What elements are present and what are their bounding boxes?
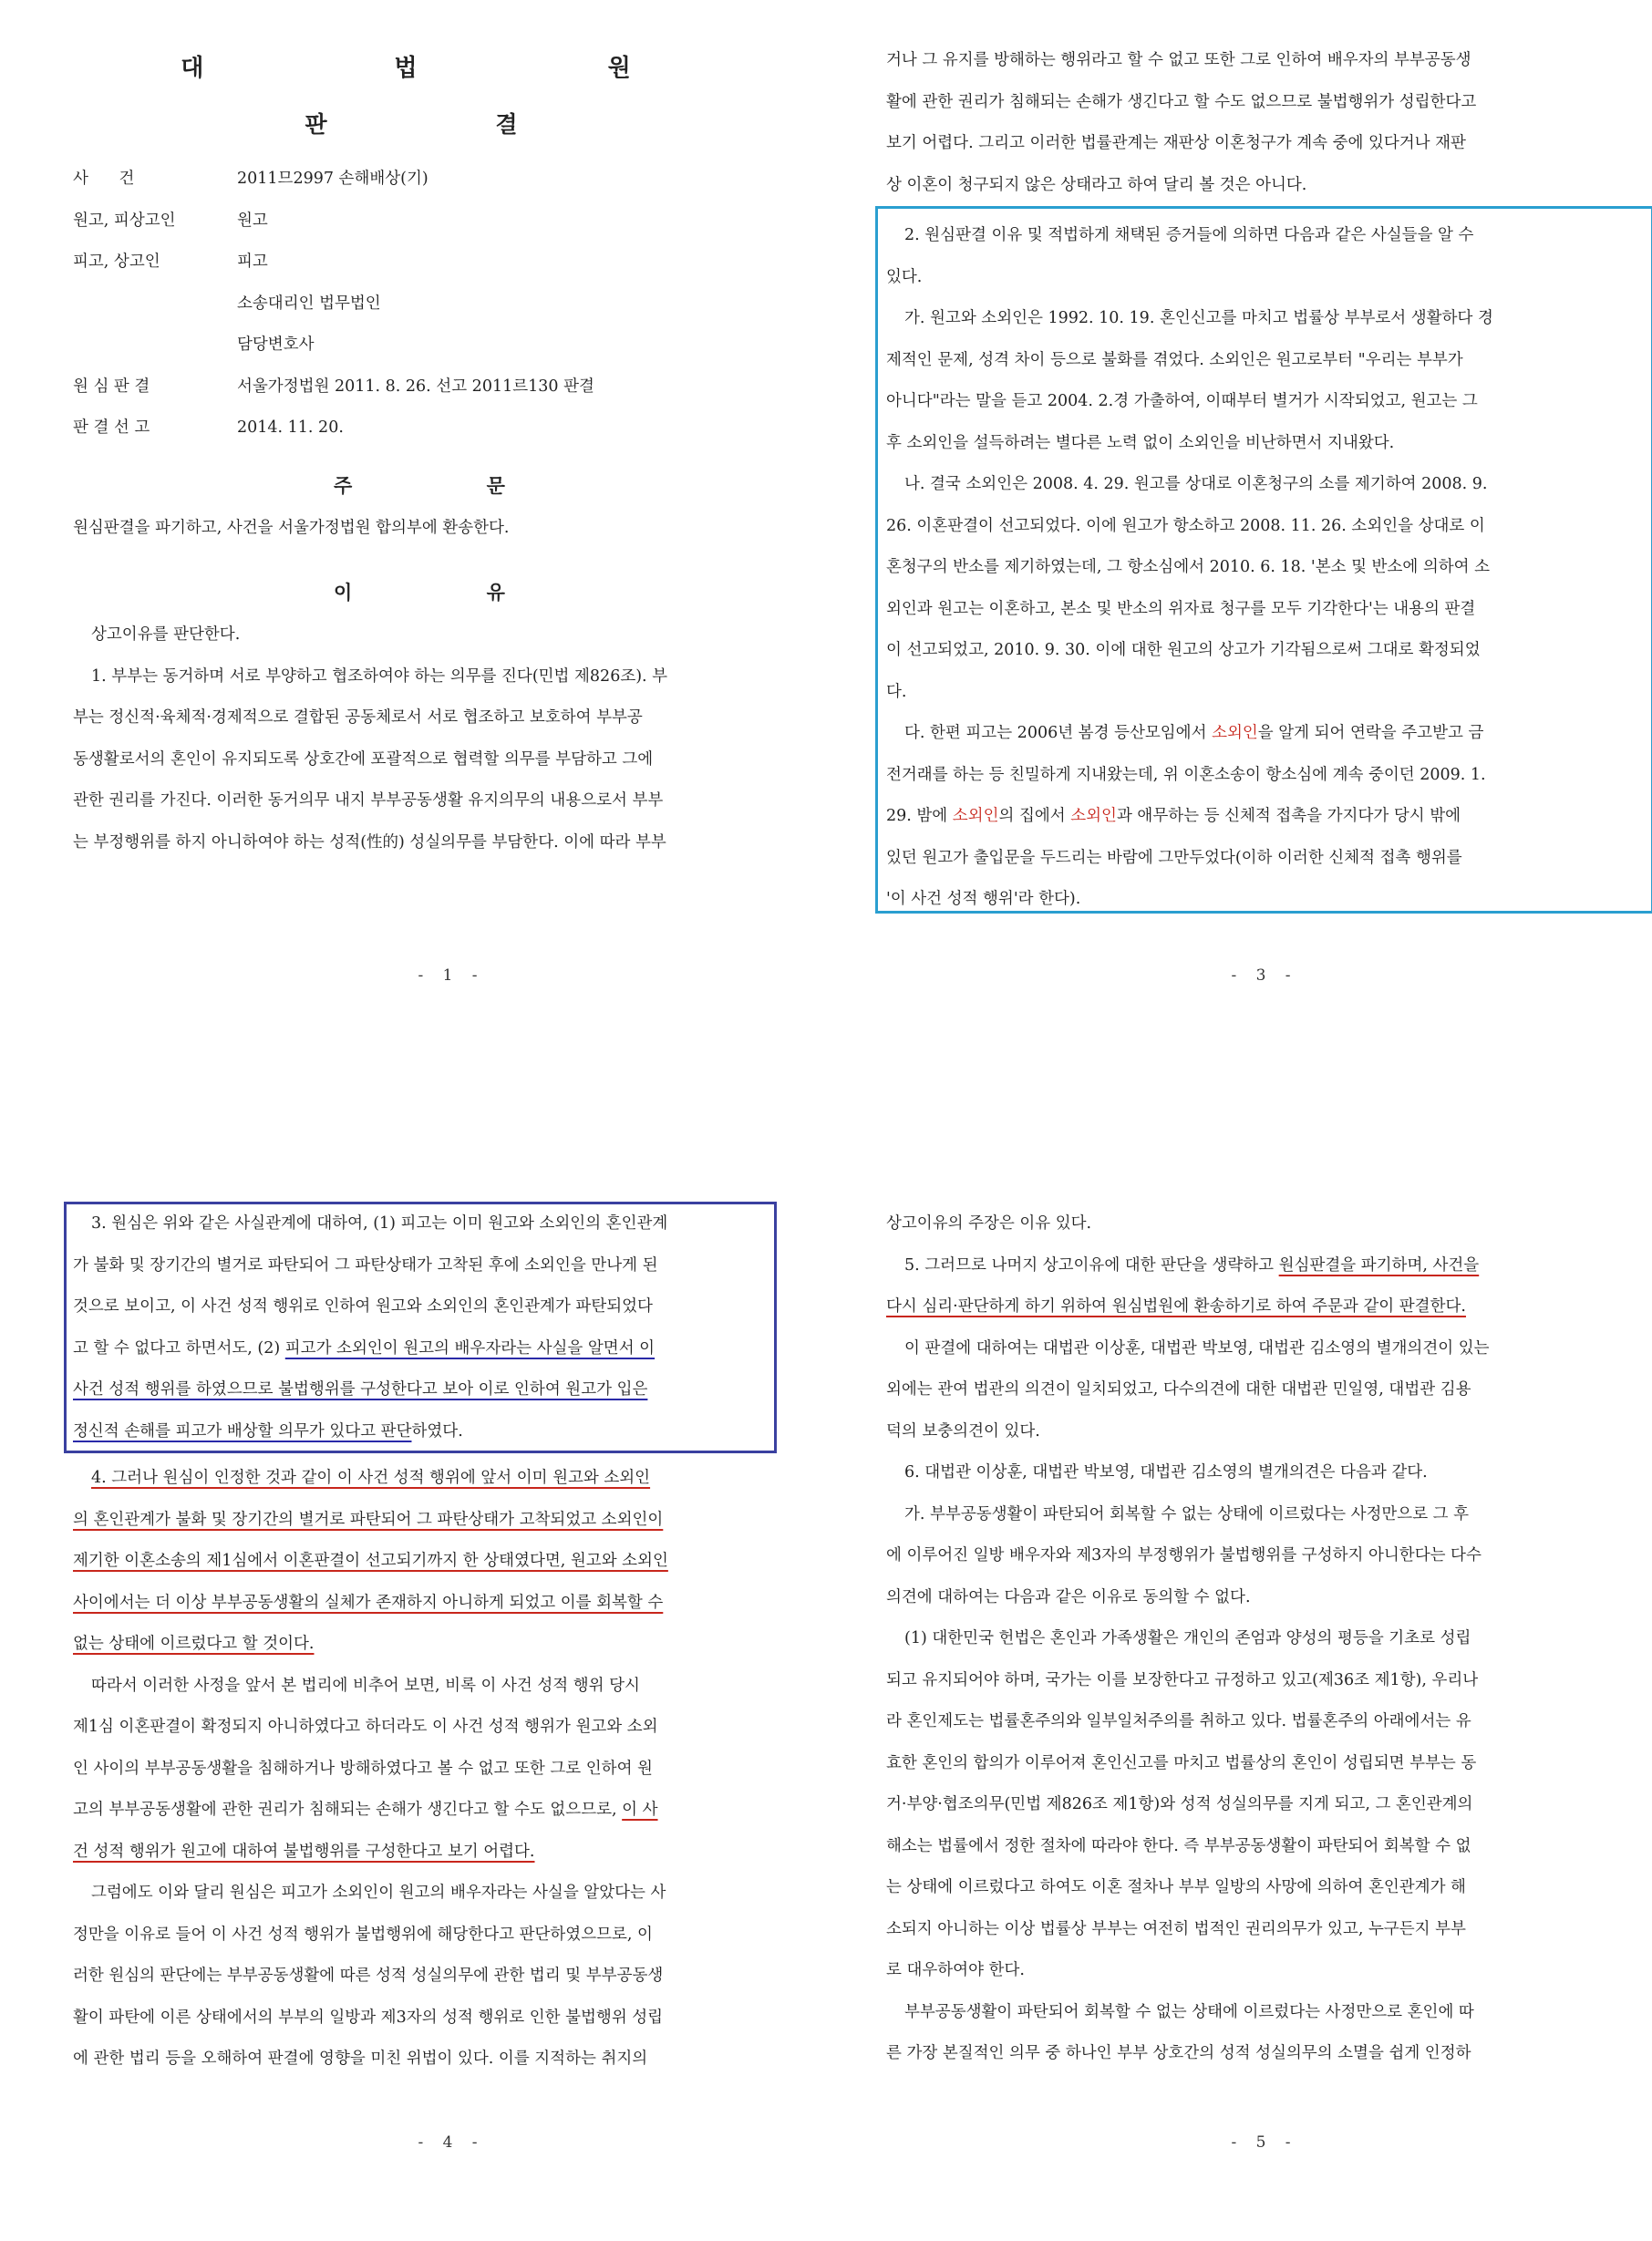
body-line: 소되지 아니하는 이상 법률상 부부는 여전히 법적인 권리의무가 있고, 누구든지 부부: [886, 1919, 1466, 1938]
body-line: 는 상태에 이르렀다고 하여도 이혼 절차나 부부 일방의 사망에 의하여 혼인관계가 해: [886, 1878, 1466, 1896]
meta-row: 피고, 상고인 피고: [73, 253, 268, 271]
underlined-text: 건 성적 행위가 원고에 대하여 불법행위를 구성한다고 보기 어렵다.: [73, 1842, 535, 1861]
box-line: 2. 원심판결 이유 및 적법하게 채택된 증거들에 의하면 다음과 같은 사실들을 알 수: [904, 226, 1474, 244]
body-line: 상고이유를 판단한다.: [91, 625, 241, 644]
body-line: 정만을 이유로 들어 이 사건 성적 행위가 불법행위에 해당한다고 판단하였으므로, 이: [73, 1925, 653, 1944]
body-line: 가. 부부공동생활이 파탄되어 회복할 수 없는 상태에 이르렀다는 사정만으로 그 후: [904, 1504, 1470, 1523]
body-line: (1) 대한민국 헌법은 혼인과 가족생활은 개인의 존엄과 양성의 평등을 기초로 성립: [904, 1629, 1471, 1647]
body-line: 되고 유지되어야 하며, 국가는 이를 보장한다고 규정하고 있고(제36조 제1항), 우리나: [886, 1670, 1479, 1689]
highlight-box-lower-court: [64, 1202, 777, 1453]
body-line: 외에는 관여 법관의 의견이 일치되었고, 다수의견에 대한 대법관 민일영, 대법관 김용: [886, 1380, 1471, 1399]
body-line: 부는 정신적·육체적·경제적으로 결합된 공동체로서 서로 협조하고 보호하여 부부공: [73, 708, 643, 727]
underlined-text: 다시 심리·판단하게 하기 위하여 원심법원에 환송하기로 하여 주문과 같이 판결한다.: [886, 1297, 1466, 1316]
underlined-text: 사건 성적 행위를 하였으므로 불법행위를 구성한다고 보아 이로 인하여 원고가 입은: [73, 1380, 648, 1399]
body-line: 그럼에도 이와 달리 원심은 피고가 소외인이 원고의 배우자라는 사실을 알았다는 사: [91, 1884, 666, 1902]
body-line: [73, 1541, 830, 1583]
body-line: [73, 1583, 830, 1625]
page-number: - 5 -: [1231, 2133, 1298, 2152]
underlined-text: 의 혼인관계가 불화 및 장기간의 별거로 파탄되어 그 파탄상태가 고착되었고 소외인이: [73, 1510, 664, 1529]
underlined-text: 사이에서는 더 이상 부부공동생활의 실체가 존재하지 아니하게 되었고 이를 회복할 수: [73, 1593, 664, 1612]
box-line: 것으로 보이고, 이 사건 성적 행위로 인하여 원고와 소외인의 혼인관계가 파탄되었다: [73, 1297, 653, 1316]
meta-row: 원고, 피상고인 원고: [73, 211, 268, 230]
underlined-text: 제기한 이혼소송의 제1심에서 이혼판결이 선고되기까지 한 상태였다면, 원고와 소외인: [73, 1552, 668, 1570]
underlined-text: 이 사: [622, 1801, 658, 1819]
underlined-text: 없는 상태에 이르렀다고 할 것이다.: [73, 1635, 315, 1653]
body-line: 보기 어렵다. 그리고 이러한 법률관계는 재판상 이혼청구가 계속 중에 있다거나 재판: [886, 134, 1466, 152]
body-line: 부부공동생활이 파탄되어 회복할 수 없는 상태에 이르렀다는 사정만으로 혼인에 따: [904, 2002, 1474, 2021]
box-line: 고 할 수 없다고 하면서도, (2) 피고가 소외인이 원고의 배우자라는 사실을 알면서 이: [73, 1338, 656, 1358]
body-line: 따라서 이러한 사정을 앞서 본 법리에 비추어 보면, 비록 이 사건 성적 행위 당시: [91, 1676, 640, 1695]
box-line: 가 불화 및 장기간의 별거로 파탄되어 그 파탄상태가 고착된 후에 소외인을 만나게 된: [73, 1255, 658, 1275]
body-line: 상 이혼이 청구되지 않은 상태라고 하여 달리 볼 것은 아니다.: [886, 175, 1307, 194]
body-line: 6. 대법관 이상훈, 대법관 박보영, 대법관 김소영의 별개의견은 다음과 같다.: [904, 1463, 1428, 1482]
body-line: 라 혼인제도는 법률혼주의와 일부일처주의를 취하고 있다. 법률혼주의 아래에서는 유: [886, 1712, 1471, 1730]
body-line: 른 가장 본질적인 의무 중 하나인 부부 상호간의 성적 성실의무의 소멸을 쉽게 인정하: [886, 2044, 1471, 2062]
body-line: 에 관한 법리 등을 오해하여 판결에 영향을 미친 위법이 있다. 이를 지적하는 취지의: [73, 2050, 648, 2068]
body-line: 덕의 보충의견이 있다.: [886, 1421, 1040, 1441]
body-line: 고의 부부공동생활에 관한 권리가 침해되는 손해가 생긴다고 할 수도 없으므로, 이 사: [73, 1801, 658, 1819]
body-line: [73, 1832, 830, 1874]
box-line: 외인과 원고는 이혼하고, 본소 및 반소의 위자료 청구를 모두 기각한다'는 내용의 판결: [886, 599, 1476, 618]
underlined-text: 원심판결을 파기하며, 사건을: [1278, 1255, 1480, 1275]
body-line: 로 대우하여야 한다.: [886, 1961, 1025, 1979]
box-line: 26. 이혼판결이 선고되었다. 이에 원고가 항소하고 2008. 11. 26. 소외인을 상대로 이: [886, 516, 1485, 535]
box-line: 이 선고되었고, 2010. 9. 30. 이에 대한 원고의 상고가 기각됨으로써 그대로 확정되었: [886, 641, 1481, 659]
order-heading: 주 문: [334, 473, 569, 497]
box-line: 전거래를 하는 등 친밀하게 지내왔는데, 위 이혼소송이 항소심에 계속 중이던 2009. 1.: [886, 765, 1486, 784]
body-line: 효한 혼인의 합의가 이루어져 혼인신고를 마치고 법률상의 혼인이 성립되면 부부는 동: [886, 1753, 1477, 1772]
document-type: 판 결: [305, 111, 598, 138]
body-line: [886, 1286, 1643, 1328]
body-line: [73, 1500, 830, 1542]
body-line: 러한 원심의 판단에는 부부공동생활에 따른 성적 성실의무에 관한 법리 및 부부공동생: [73, 1967, 664, 1985]
meta-row: 원 심 판 결 서울가정법원 2011. 8. 26. 선고 2011르130 판결: [73, 377, 594, 396]
page-5: [886, 1203, 1643, 2075]
box-line: 3. 원심은 위와 같은 사실관계에 대하여, (1) 피고는 이미 원고와 소외인의 혼인관계: [91, 1214, 668, 1233]
body-line: 거나 그 유지를 방해하는 행위라고 할 수 없고 또한 그로 인하여 배우자의 부부공동생: [886, 51, 1471, 69]
body-line: 상고이유의 주장은 이유 있다.: [886, 1214, 1092, 1233]
body-line: 의견에 대하여는 다음과 같은 이유로 동의할 수 없다.: [886, 1587, 1251, 1606]
box-line: 있다.: [886, 267, 923, 286]
page-number: - 3 -: [1231, 966, 1298, 985]
body-line: 활에 관한 권리가 침해되는 손해가 생긴다고 할 수도 없으므로 불법행위가 성립한다고: [886, 92, 1477, 111]
court-name: 대 법 원: [181, 55, 722, 82]
underlined-text: 4. 그러나 원심이 인정한 것과 같이 이 사건 성적 행위에 앞서 이미 원고와 소외인: [91, 1469, 651, 1487]
highlighted-name: 소외인: [952, 807, 999, 825]
body-line: 제1심 이혼판결이 확정되지 아니하였다고 하더라도 이 사건 성적 행위가 원고와 소외: [73, 1718, 658, 1736]
highlight-box-facts: [875, 206, 1652, 914]
box-line: 29. 밤에 소외인의 집에서 소외인과 애무하는 등 신체적 접촉을 가지다가 당시 밖에: [886, 807, 1461, 825]
body-line: [73, 1624, 830, 1666]
body-line: 는 부정행위를 하지 아니하여야 하는 성적(性的) 성실의무를 부담한다. 이에 따라 부부: [73, 832, 666, 852]
body-line: 1. 부부는 동거하며 서로 부양하고 협조하여야 하는 의무를 진다(민법 제826조). 부: [91, 666, 668, 686]
box-line: 혼청구의 반소를 제기하였는데, 그 항소심에서 2010. 6. 18. '본소 및 반소에 의하여 소: [886, 558, 1490, 576]
meta-row: 사 건 2011므2997 손해배상(기): [73, 170, 428, 188]
box-line: '이 사건 성적 행위'라 한다).: [886, 890, 1081, 908]
box-line: 정신적 손해를 피고가 배상할 의무가 있다고 판단하였다.: [73, 1421, 463, 1441]
reason-heading: 이 유: [334, 581, 569, 604]
underlined-text: 정신적 손해를 피고가 배상할 의무가 있다고 판단: [73, 1421, 412, 1441]
page-1: [73, 40, 830, 863]
highlighted-name: 소외인: [1070, 807, 1117, 825]
body-line: 에 이루어진 일방 배우자와 제3자의 부정행위가 불법행위를 구성하지 아니한다는 다수: [886, 1546, 1482, 1565]
case-meta: [73, 159, 830, 449]
body-line: 활이 파탄에 이른 상태에서의 부부의 일방과 제3자의 성적 행위로 인한 불법행위 성립: [73, 2008, 664, 2027]
body-line: 동생활로서의 혼인이 유지되도록 상호간에 포괄적으로 협력할 의무를 부담하고 그에: [73, 749, 654, 769]
body-line: 관한 권리를 가진다. 이러한 동거의무 내지 부부공동생활 유지의무의 내용으로서 부부: [73, 791, 664, 810]
box-line: 제적인 문제, 성격 차이 등으로 불화를 겪었다. 소외인은 원고로부터 "우리는 부부가: [886, 350, 1463, 369]
body-line: 5. 그러므로 나머지 상고이유에 대한 판단을 생략하고 원심판결을 파기하며, 사건을: [904, 1255, 1480, 1275]
page-number: - 4 -: [418, 2133, 485, 2152]
highlighted-name: 소외인: [1212, 724, 1258, 742]
order-text: 원심판결을 파기하고, 사건을 서울가정법원 합의부에 환송한다.: [73, 518, 510, 537]
meta-row: 담당변호사: [237, 336, 315, 354]
underlined-text: 피고가 소외인이 원고의 배우자라는 사실을 알면서 이: [284, 1338, 656, 1358]
body-line: 인 사이의 부부공동생활을 침해하거나 방해하였다고 볼 수 없고 또한 그로 인하여 원: [73, 1759, 653, 1778]
box-line: 후 소외인을 설득하려는 별다른 노력 없이 소외인을 비난하면서 지내왔다.: [886, 433, 1395, 452]
box-line: 가. 원고와 소외인은 1992. 10. 19. 혼인신고를 마치고 법률상 부부로서 생활하다 경: [904, 309, 1493, 327]
meta-row: 소송대리인 법무법인: [237, 294, 381, 313]
body-line: [73, 1458, 830, 1500]
meta-row: 판 결 선 고 2014. 11. 20.: [73, 418, 344, 437]
box-line: 있던 원고가 출입문을 두드리는 바람에 그만두었다(이하 이러한 신체적 접촉 행위를: [886, 848, 1462, 867]
page-number: - 1 -: [418, 966, 485, 985]
box-line: 아니다"라는 말을 듣고 2004. 2.경 가출하여, 이때부터 별거가 시작되었고, 원고는 그: [886, 392, 1478, 410]
body-line: 거·부양·협조의무(민법 제826조 제1항)와 성적 성실의무를 지게 되고, 그 혼인관계의: [886, 1795, 1473, 1813]
box-line: 다.: [886, 682, 907, 701]
box-line: 다. 한편 피고는 2006년 봄경 등산모임에서 소외인을 알게 되어 연락을 주고받고 금: [904, 724, 1484, 742]
body-line: 이 판결에 대하여는 대법관 이상훈, 대법관 박보영, 대법관 김소영의 별개의견이 있는: [904, 1338, 1490, 1358]
box-line: 나. 결국 소외인은 2008. 4. 29. 원고를 상대로 이혼청구의 소를 제기하여 2008. 9.: [904, 475, 1488, 493]
body-line: 해소는 법률에서 정한 절차에 따라야 한다. 즉 부부공동생활이 파탄되어 회복할 수 없: [886, 1836, 1471, 1855]
